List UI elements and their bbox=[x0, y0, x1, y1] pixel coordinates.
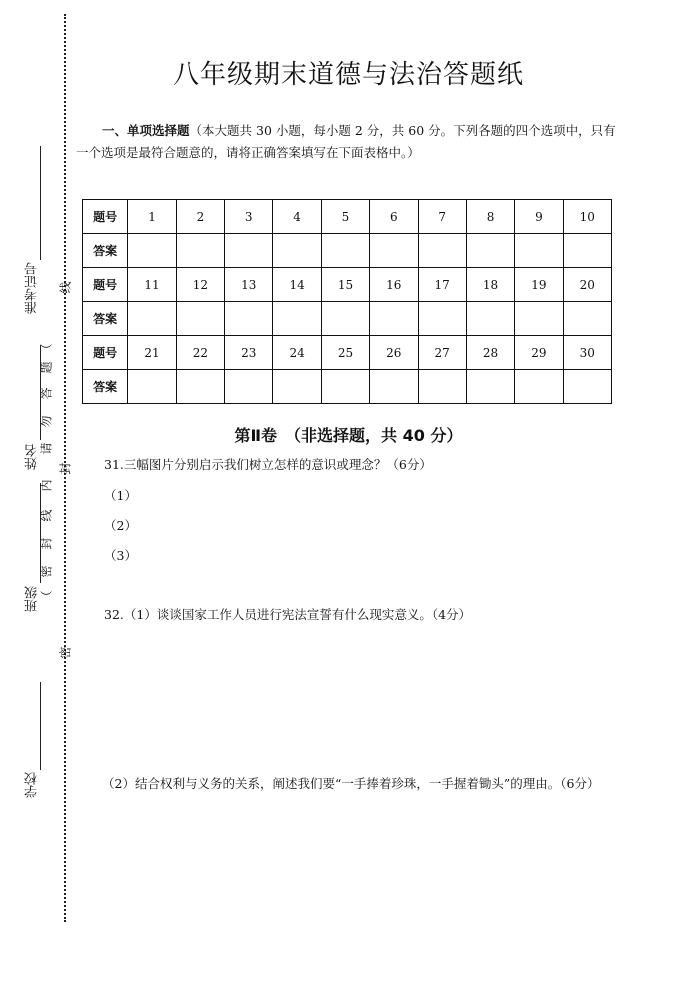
question-number-cell: 19 bbox=[515, 268, 563, 302]
answer-cell[interactable] bbox=[176, 234, 224, 268]
question-31: 31.三幅图片分别启示我们树立怎样的意识或理念？（6分） bbox=[104, 457, 432, 472]
answer-cell[interactable] bbox=[418, 302, 466, 336]
question-number-cell: 10 bbox=[563, 200, 611, 234]
exam-number-line bbox=[40, 146, 41, 260]
question-number-cell: 7 bbox=[418, 200, 466, 234]
answer-cell[interactable] bbox=[321, 302, 369, 336]
seal-char: （ bbox=[39, 343, 54, 356]
answer-cell[interactable] bbox=[515, 234, 563, 268]
seal-char: （ bbox=[39, 590, 54, 603]
question-number-cell: 16 bbox=[370, 268, 418, 302]
question-number-cell: 9 bbox=[515, 200, 563, 234]
row-label-answer: 答案 bbox=[83, 234, 128, 268]
question-number-cell: 8 bbox=[466, 200, 514, 234]
section1-text: （本大题共 30 小题，每小题 2 分，共 60 分。下列各题的四个选项中，只有一个选项是最符合题意的，请将正确答案填写在下面表格中。） bbox=[76, 123, 616, 160]
answer-cell[interactable] bbox=[370, 370, 418, 404]
answer-cell[interactable] bbox=[176, 302, 224, 336]
answer-cell[interactable] bbox=[176, 370, 224, 404]
question-number-cell: 6 bbox=[370, 200, 418, 234]
answer-cell[interactable] bbox=[466, 234, 514, 268]
school-line bbox=[40, 682, 41, 770]
answer-cell[interactable] bbox=[225, 234, 273, 268]
question-31-part-2: （2） bbox=[104, 518, 137, 533]
seal-char: 封 bbox=[39, 537, 54, 550]
table-row bbox=[83, 268, 612, 302]
seal-char: 线 bbox=[58, 281, 73, 294]
section1-heading: 一、单项选择题 bbox=[102, 123, 190, 138]
row-label-answer: 答案 bbox=[83, 370, 128, 404]
question-number-cell: 15 bbox=[321, 268, 369, 302]
seal-char: 封 bbox=[58, 462, 73, 475]
answer-cell[interactable] bbox=[466, 302, 514, 336]
table-row bbox=[83, 370, 612, 404]
seal-char: 题 bbox=[39, 361, 54, 374]
answer-cell[interactable] bbox=[273, 234, 321, 268]
answer-cell[interactable] bbox=[273, 370, 321, 404]
question-number-cell: 4 bbox=[273, 200, 321, 234]
question-number-cell: 5 bbox=[321, 200, 369, 234]
question-number-cell: 3 bbox=[225, 200, 273, 234]
answer-cell[interactable] bbox=[418, 234, 466, 268]
answer-table bbox=[82, 199, 612, 404]
answer-cell[interactable] bbox=[225, 302, 273, 336]
question-number-cell: 13 bbox=[225, 268, 273, 302]
row-label-number: 题号 bbox=[83, 200, 128, 234]
answer-cell[interactable] bbox=[515, 370, 563, 404]
section1-instructions bbox=[76, 120, 628, 164]
question-number-cell: 22 bbox=[176, 336, 224, 370]
school-label: 学校 bbox=[25, 772, 40, 798]
question-number-cell: 27 bbox=[418, 336, 466, 370]
question-number-cell: 26 bbox=[370, 336, 418, 370]
answer-cell[interactable] bbox=[128, 370, 176, 404]
answer-cell[interactable] bbox=[563, 370, 611, 404]
answer-cell[interactable] bbox=[515, 302, 563, 336]
row-label-answer: 答案 bbox=[83, 302, 128, 336]
question-32-part-2: （2）结合权利与义务的关系，阐述我们要“一手捧着珍珠，一手握着锄头”的理由。（6分） bbox=[102, 776, 600, 791]
name-label: 姓名 bbox=[25, 444, 40, 470]
table-row bbox=[83, 234, 612, 268]
question-number-cell: 17 bbox=[418, 268, 466, 302]
answer-cell[interactable] bbox=[321, 234, 369, 268]
exam-number-label: 准考证号 bbox=[25, 262, 40, 314]
question-number-cell: 20 bbox=[563, 268, 611, 302]
question-31-part-3: （3） bbox=[104, 548, 137, 563]
answer-cell[interactable] bbox=[128, 234, 176, 268]
seal-char: 内 bbox=[39, 479, 54, 492]
seal-char: 请 bbox=[39, 442, 54, 455]
answer-cell[interactable] bbox=[273, 302, 321, 336]
seal-char: 密 bbox=[39, 565, 54, 578]
answer-cell[interactable] bbox=[563, 302, 611, 336]
question-number-cell: 25 bbox=[321, 336, 369, 370]
section2-heading: 第Ⅱ卷 （非选择题，共 40 分） bbox=[234, 426, 463, 445]
question-number-cell: 14 bbox=[273, 268, 321, 302]
table-row bbox=[83, 302, 612, 336]
answer-cell[interactable] bbox=[563, 234, 611, 268]
answer-cell[interactable] bbox=[466, 370, 514, 404]
question-number-cell: 18 bbox=[466, 268, 514, 302]
question-31-part-1: （1） bbox=[104, 488, 137, 503]
question-number-cell: 12 bbox=[176, 268, 224, 302]
answer-cell[interactable] bbox=[370, 302, 418, 336]
question-32-part-1: 32.（1）谈谈国家工作人员进行宪法宣誓有什么现实意义。（4分） bbox=[104, 607, 472, 622]
question-number-cell: 11 bbox=[128, 268, 176, 302]
answer-cell[interactable] bbox=[225, 370, 273, 404]
class-label: 班级 bbox=[25, 586, 40, 612]
question-number-cell: 23 bbox=[225, 336, 273, 370]
row-label-number: 题号 bbox=[83, 336, 128, 370]
question-number-cell: 30 bbox=[563, 336, 611, 370]
answer-cell[interactable] bbox=[321, 370, 369, 404]
seal-char: 勿 bbox=[39, 415, 54, 428]
page-title: 八年级期末道德与法治答题纸 bbox=[172, 60, 524, 90]
question-number-cell: 24 bbox=[273, 336, 321, 370]
question-number-cell: 1 bbox=[128, 200, 176, 234]
question-number-cell: 2 bbox=[176, 200, 224, 234]
answer-cell[interactable] bbox=[418, 370, 466, 404]
table-row bbox=[83, 200, 612, 234]
answer-cell[interactable] bbox=[370, 234, 418, 268]
table-row bbox=[83, 336, 612, 370]
seal-char: 线 bbox=[39, 509, 54, 522]
question-number-cell: 29 bbox=[515, 336, 563, 370]
row-label-number: 题号 bbox=[83, 268, 128, 302]
question-number-cell: 21 bbox=[128, 336, 176, 370]
seal-char: 密 bbox=[58, 646, 73, 659]
question-number-cell: 28 bbox=[466, 336, 514, 370]
answer-cell[interactable] bbox=[128, 302, 176, 336]
seal-char: 答 bbox=[39, 387, 54, 400]
